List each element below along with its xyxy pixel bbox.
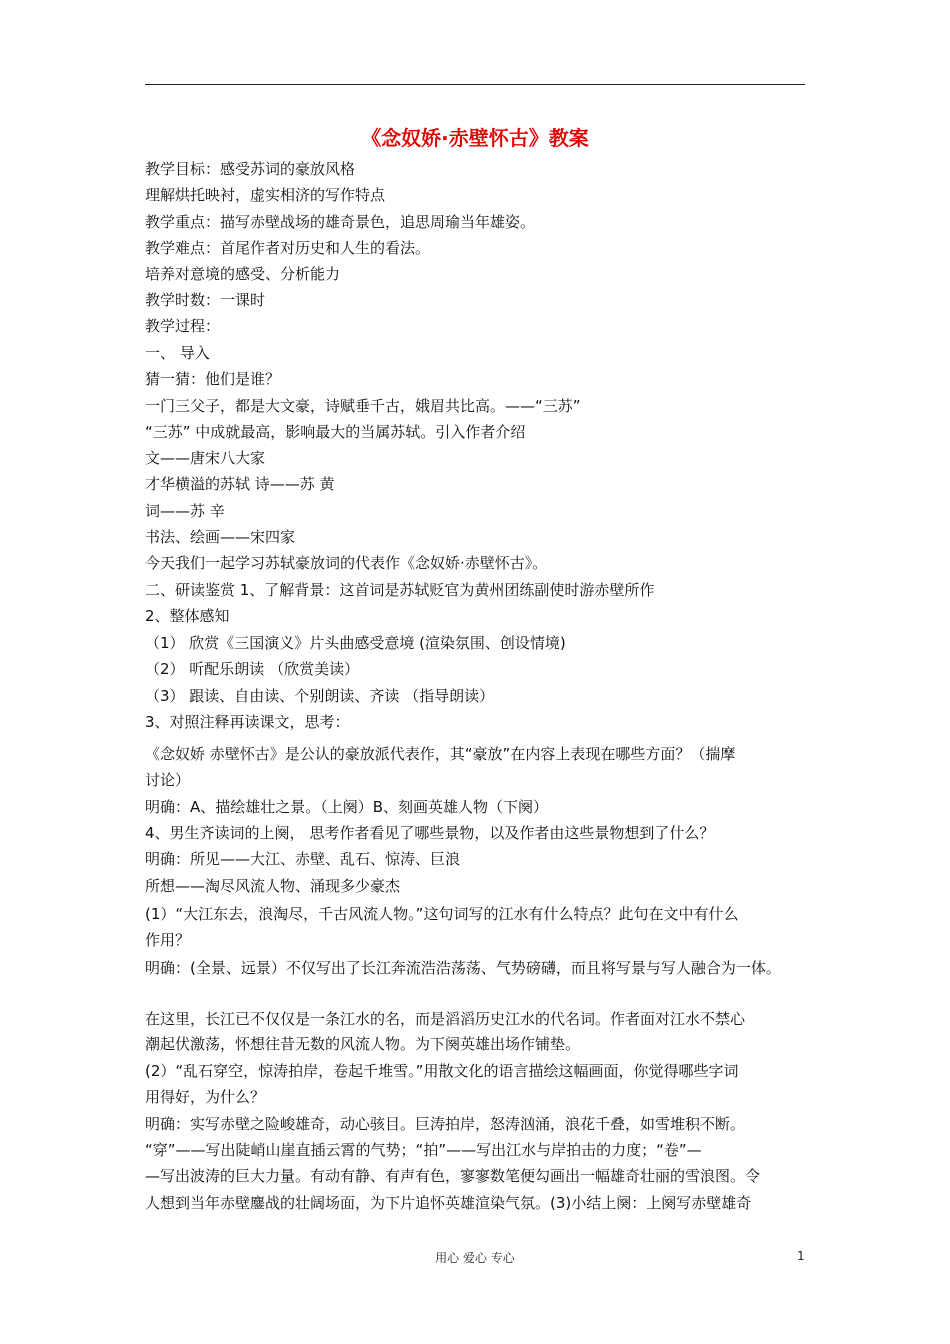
body-line: 3、对照注释再读课文，思考： bbox=[145, 713, 350, 731]
body-line: 人想到当年赤壁鏖战的壮阔场面，为下片追怀英雄渲染气氛。(3)小结上阕：上阕写赤壁雄奇 bbox=[145, 1194, 752, 1212]
footer-text: 用心 爱心 专心 bbox=[435, 1251, 515, 1265]
body-line: 猜一猜：他们是谁？ bbox=[145, 370, 281, 388]
body-line: 一门三父子，都是大文豪，诗赋垂千古，娥眉共比高。——“三苏” bbox=[145, 397, 581, 415]
body-line: 在这里，长江已不仅仅是一条江水的名，而是滔滔历史江水的代名词。作者面对江水不禁心 bbox=[145, 1010, 746, 1028]
body-line: 《念奴娇 赤壁怀古》是公认的豪放派代表作，其“豪放”在内容上表现在哪些方面？（揣摩 bbox=[145, 745, 736, 763]
body-line: 作用？ bbox=[145, 931, 191, 949]
body-line: —写出波涛的巨大力量。有动有静、有声有色，寥寥数笔便勾画出一幅雄奇壮丽的雪浪图。令 bbox=[145, 1167, 761, 1185]
body-line: （1） 欣赏《三国演义》片头曲感受意境 (渲染氛围、创设情境) bbox=[145, 634, 566, 652]
body-line: 书法、绘画——宋四家 bbox=[145, 528, 296, 546]
body-line: 教学难点：首尾作者对历史和人生的看法。 bbox=[145, 239, 431, 257]
body-line: (2）“乱石穿空，惊涛拍岸，卷起千堆雪。”用散文化的语言描绘这幅画面，你觉得哪些字词 bbox=[145, 1062, 739, 1080]
body-line: 二、研读鉴赏 1、了解背景：这首词是苏轼贬官为黄州团练副使时游赤壁所作 bbox=[145, 581, 655, 599]
body-line: 4、男生齐读词的上阕， 思考作者看见了哪些景物，以及作者由这些景物想到了什么？ bbox=[145, 824, 715, 842]
body-line: 明确：(全景、远景）不仅写出了长江奔流浩浩荡荡、气势磅礴，而且将写景与写人融合为一体。 bbox=[145, 959, 781, 977]
body-line: 所想——淘尽风流人物、涌现多少豪杰 bbox=[145, 877, 401, 895]
body-line: 2、整体感知 bbox=[145, 607, 230, 625]
body-line: （2） 听配乐朗读 （欣赏美读） bbox=[145, 660, 360, 678]
body-line: 教学时数：一课时 bbox=[145, 291, 266, 309]
header-rule bbox=[145, 84, 805, 85]
body-line: 教学过程： bbox=[145, 317, 221, 335]
body-line: 理解烘托映衬，虚实相济的写作特点 bbox=[145, 186, 386, 204]
body-line: “穿”——写出陡峭山崖直插云霄的气势；“拍”——写出江水与岸拍击的力度；“卷”— bbox=[145, 1141, 702, 1159]
body-line: 明确：实写赤壁之险峻雄奇，动心骇目。巨涛拍岸，怒涛汹涌，浪花千叠，如雪堆积不断。 bbox=[145, 1115, 746, 1133]
body-line: 用得好，为什么？ bbox=[145, 1088, 266, 1106]
body-line: (1）“大江东去，浪淘尽，千古风流人物。”这句词写的江水有什么特点？此句在文中有什么 bbox=[145, 905, 739, 923]
body-line: 潮起伏激荡，怀想往昔无数的风流人物。为下阕英雄出场作铺垫。 bbox=[145, 1035, 581, 1053]
page-number: 1 bbox=[797, 1249, 805, 1263]
body-line: 培养对意境的感受、分析能力 bbox=[145, 265, 341, 283]
body-line: （3） 跟读、自由读、个别朗读、齐读 （指导朗读） bbox=[145, 687, 495, 705]
body-line: 教学重点：描写赤壁战场的雄奇景色，追思周瑜当年雄姿。 bbox=[145, 213, 536, 231]
body-line: 才华横溢的苏轼 诗——苏 黄 bbox=[145, 475, 335, 493]
body-line: “三苏” 中成就最高，影响最大的当属苏轼。引入作者介绍 bbox=[145, 423, 526, 441]
body-line: 词——苏 辛 bbox=[145, 502, 225, 520]
body-line: 文——唐宋八大家 bbox=[145, 449, 266, 467]
body-line: 今天我们一起学习苏轼豪放词的代表作《念奴娇·赤壁怀古》。 bbox=[145, 554, 548, 572]
body-line: 教学目标：感受苏词的豪放风格 bbox=[145, 160, 356, 178]
body-line: 一、 导入 bbox=[145, 344, 210, 362]
body-line: 明确：所见——大江、赤壁、乱石、惊涛、巨浪 bbox=[145, 850, 461, 868]
page-title: 《念奴娇·赤壁怀古》教案 bbox=[361, 126, 589, 150]
body-line: 讨论） bbox=[145, 771, 191, 789]
body-line: 明确：A、描绘雄壮之景。（上阕）B、刻画英雄人物（下阕） bbox=[145, 798, 549, 816]
